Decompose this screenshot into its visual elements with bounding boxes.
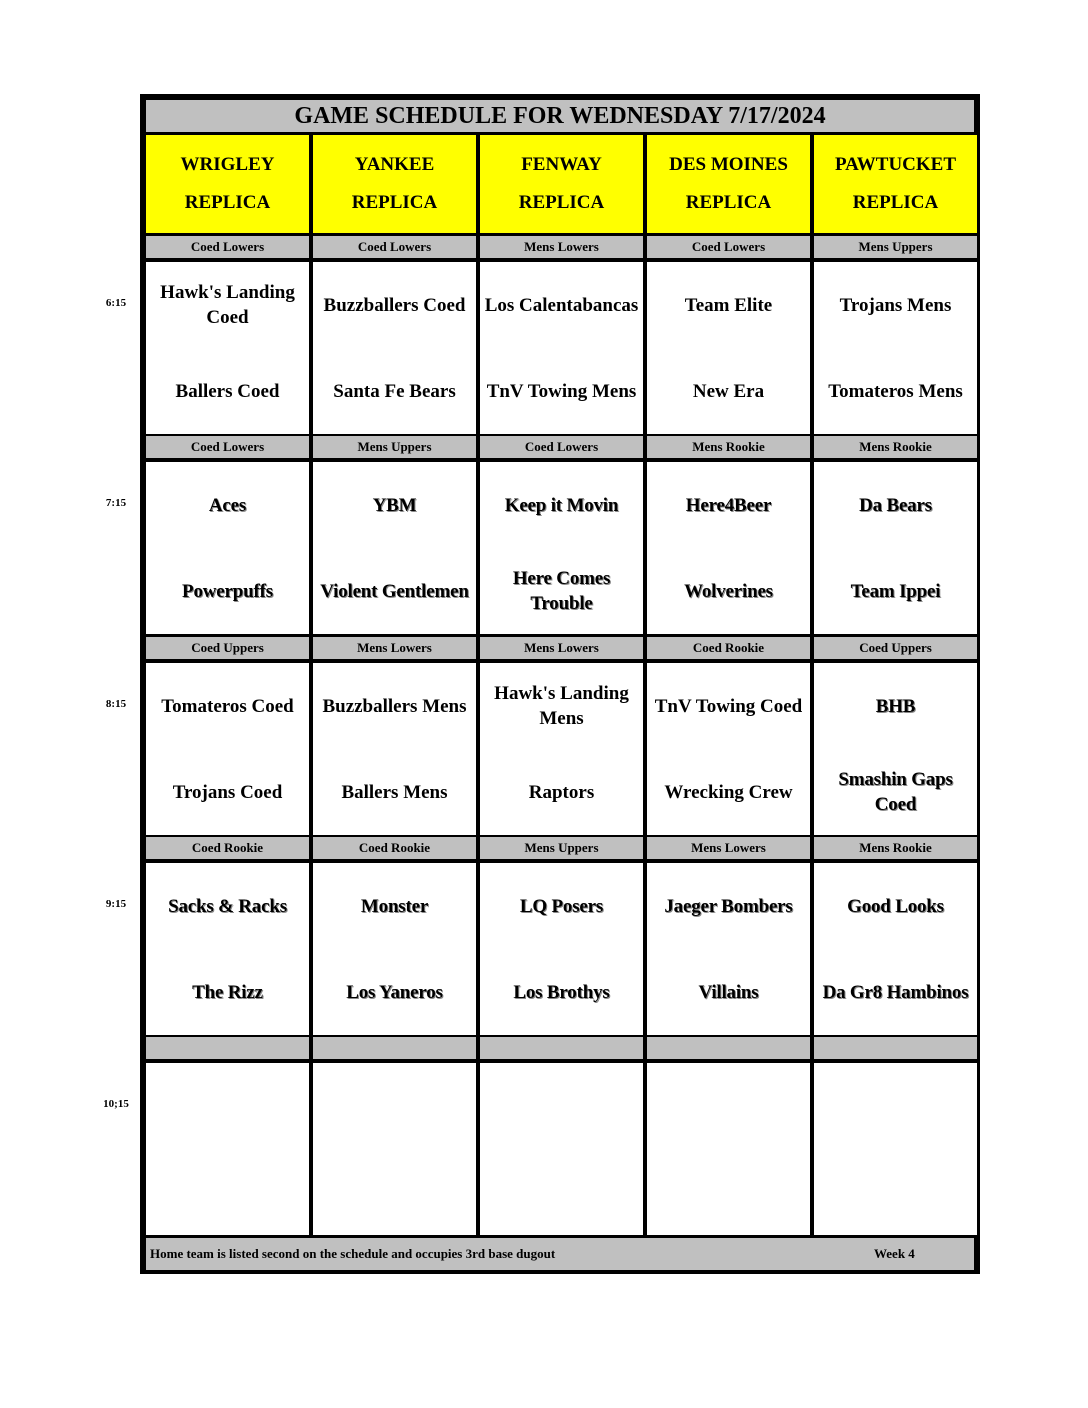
division-label: Mens Lowers (480, 236, 643, 258)
division-label: Coed Rookie (146, 837, 309, 859)
division-label: Mens Lowers (480, 637, 643, 659)
division-label: Mens Rookie (647, 436, 810, 458)
division-label: Mens Uppers (814, 236, 977, 258)
away-team: TnV Towing Coed (654, 695, 803, 717)
game-cell (146, 462, 309, 634)
venue-name: DES MOINES (669, 154, 788, 175)
home-team: New Era (692, 380, 765, 402)
venue-type: REPLICA (685, 192, 772, 213)
home-team: Ballers Mens (341, 781, 448, 803)
division-label: Coed Lowers (146, 436, 309, 458)
home-team: TnV Towing Mens (486, 380, 637, 402)
game-cell (313, 462, 476, 634)
game-cell (480, 863, 643, 1035)
home-team: Los Yaneros (346, 981, 443, 1003)
away-team: Buzzballers Coed (323, 294, 466, 316)
division-label: Mens Lowers (313, 637, 476, 659)
away-team: Da Bears (859, 494, 932, 516)
division-label: Mens Uppers (313, 436, 476, 458)
away-team: Team Elite (684, 294, 773, 316)
time-label: 10;15 (103, 1098, 129, 1110)
division-label: Coed Uppers (146, 637, 309, 659)
game-cell (647, 262, 810, 434)
away-team (814, 1063, 977, 1149)
home-team: Tomateros Mens (828, 380, 963, 402)
venue-name: PAWTUCKET (834, 154, 957, 175)
home-team: Here Comes Trouble (512, 568, 611, 614)
away-team: Monster (360, 895, 429, 917)
time-label: 9:15 (105, 898, 127, 910)
away-team: Good Looks (847, 895, 944, 917)
time-label: 8:15 (105, 698, 127, 710)
away-team: Hawk's Landing Mens (494, 683, 629, 729)
away-team (647, 1063, 810, 1149)
venue-name: WRIGLEY (180, 154, 275, 175)
game-cell (480, 1063, 643, 1235)
division-label: Coed Lowers (647, 236, 810, 258)
division-label: Mens Rookie (814, 436, 977, 458)
game-cell (146, 863, 309, 1035)
home-team: Wrecking Crew (664, 781, 793, 803)
game-cell (480, 462, 643, 634)
game-cell (814, 1063, 977, 1235)
game-cell (313, 863, 476, 1035)
away-team: BHB (875, 695, 916, 717)
game-cell (647, 863, 810, 1035)
division-label: Coed Lowers (146, 236, 309, 258)
away-team: Hawk's Landing Coed (160, 282, 295, 328)
game-cell (814, 262, 977, 434)
division-label: Mens Rookie (814, 837, 977, 859)
home-team: Villains (698, 981, 759, 1003)
away-team: LQ Posers (519, 895, 604, 917)
division-label (313, 1037, 476, 1059)
division-label: Coed Lowers (313, 236, 476, 258)
venue-type: REPLICA (852, 192, 939, 213)
away-team: Aces (208, 494, 247, 516)
division-label (146, 1037, 309, 1059)
home-team (647, 1149, 810, 1235)
division-label: Coed Rookie (647, 637, 810, 659)
home-team (480, 1149, 643, 1235)
home-team: Los Brothys (513, 981, 610, 1003)
footer-note: Home team is listed second on the schedule and occupies 3rd base dugout (150, 1246, 556, 1261)
division-label: Coed Lowers (480, 436, 643, 458)
home-team (146, 1149, 309, 1235)
home-team (313, 1149, 476, 1235)
game-cell (814, 663, 977, 835)
division-label (480, 1037, 643, 1059)
venue-header (814, 135, 977, 233)
away-team (480, 1063, 643, 1149)
division-label: Coed Rookie (313, 837, 476, 859)
division-label: Mens Uppers (480, 837, 643, 859)
venue-header (480, 135, 643, 233)
venue-type: REPLICA (351, 192, 438, 213)
home-team (814, 1149, 977, 1235)
home-team: Santa Fe Bears (333, 380, 456, 402)
game-cell (647, 663, 810, 835)
home-team: Ballers Coed (175, 380, 280, 402)
away-team: Keep it Movin (504, 494, 619, 516)
home-team: Da Gr8 Hambinos (822, 981, 969, 1003)
home-team: Raptors (528, 781, 595, 803)
venue-header (146, 135, 309, 233)
game-cell (146, 663, 309, 835)
game-cell (814, 462, 977, 634)
venue-header (647, 135, 810, 233)
venue-type: REPLICA (184, 192, 271, 213)
away-team: Buzzballers Mens (322, 695, 467, 717)
division-label (814, 1037, 977, 1059)
away-team (313, 1063, 476, 1149)
home-team: Trojans Coed (172, 781, 283, 803)
away-team: YBM (372, 494, 417, 516)
schedule-title: GAME SCHEDULE FOR WEDNESDAY 7/17/2024 (146, 100, 974, 132)
venue-header (313, 135, 476, 233)
schedule-table (140, 94, 980, 1274)
game-cell (480, 663, 643, 835)
venue-name: FENWAY (521, 154, 602, 175)
game-cell (313, 663, 476, 835)
home-team: Violent Gentlemen (320, 580, 469, 602)
away-team: Sacks & Racks (168, 895, 287, 917)
home-team: The Rizz (192, 981, 263, 1003)
venue-type: REPLICA (518, 192, 605, 213)
game-cell (814, 863, 977, 1035)
time-label: 6:15 (105, 297, 127, 309)
game-cell (480, 262, 643, 434)
away-team: Trojans Mens (839, 294, 952, 316)
home-team: Wolverines (684, 580, 773, 602)
game-cell (146, 262, 309, 434)
away-team: Los Calentabancas (484, 294, 639, 316)
away-team: Jaeger Bombers (664, 895, 793, 917)
game-cell (313, 262, 476, 434)
game-cell (313, 1063, 476, 1235)
home-team: Powerpuffs (182, 580, 273, 602)
venue-name: YANKEE (354, 154, 435, 175)
away-team: Here4Beer (685, 494, 772, 516)
away-team: Tomateros Coed (161, 695, 294, 717)
home-team: Team Ippei (850, 580, 941, 602)
division-label: Coed Uppers (814, 637, 977, 659)
home-team: Smashin Gaps Coed (838, 769, 953, 815)
time-label: 7:15 (105, 497, 127, 509)
footer-bar (146, 1238, 974, 1270)
division-label (647, 1037, 810, 1059)
week-label: Week 4 (874, 1246, 915, 1261)
division-label: Mens Lowers (647, 837, 810, 859)
game-cell (647, 1063, 810, 1235)
game-cell (146, 1063, 309, 1235)
game-cell (647, 462, 810, 634)
away-team (146, 1063, 309, 1149)
